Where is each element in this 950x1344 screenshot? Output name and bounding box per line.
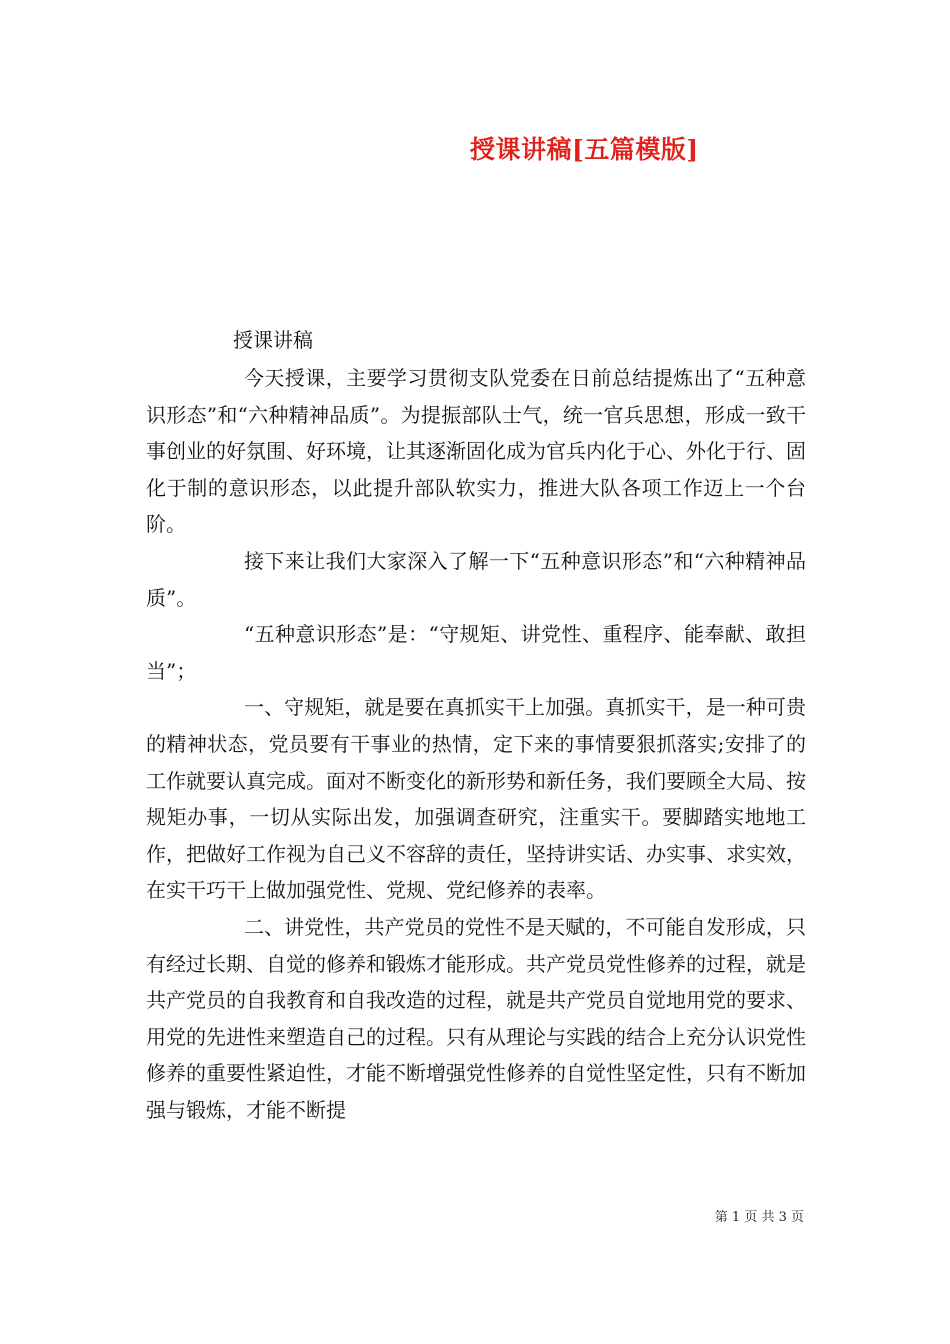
page-footer: 第 1 页 共 3 页 [714, 1210, 804, 1225]
document-body [146, 360, 806, 1128]
document-title: 授课讲稿[五篇模版] [470, 135, 699, 164]
paragraph-five-ideologies: “五种意识形态”是：“守规矩、讲党性、重程序、能奉献、敢担当”； [146, 622, 806, 683]
paragraph-point-one: 一、守规矩，就是要在真抓实干上加强。真抓实干，是一种可贵的精神状态，党员要有干事业的热情，定下来的事情要狠抓落实;安排了的工作就要认真完成。面对不断变化的新形势和新任务，我们要顾全大局、按规矩办事，一切从实际出发，加强调查研究，注重实干。要脚踏实地地工作，把做好工作视为自己义不容辞的责任，坚持讲实话、办实事、求实效，在实干巧干上做加强党性、党规、党纪修养的表率。 [146, 695, 806, 903]
paragraph-overview: 接下来让我们大家深入了解一下“五种意识形态”和“六种精神品质”。 [146, 548, 806, 610]
document-subtitle: 授课讲稿 [233, 328, 313, 352]
paragraph-point-two: 二、讲党性，共产党员的党性不是天赋的，不可能自发形成，只有经过长期、自觉的修养和锻炼才能形成。共产党员党性修养的过程，就是共产党员的自我教育和自我改造的过程，就是共产党员自觉地用党的要求、用党的先进性来塑造自己的过程。只有从理论与实践的结合上充分认识党性修养的重要性紧迫性，才能不断增强党性修养的自觉性坚定性，只有不断加强与锻炼，才能不断提 [146, 914, 806, 1122]
paragraph-intro: 今天授课，主要学习贯彻支队党委在日前总结提炼出了“五种意识形态”和“六种精神品质”。为提振部队士气，统一官兵思想，形成一致干事创业的好氛围、好环境，让其逐渐固化成为官兵内化于心、外化于行、固化于制的意识形态，以此提升部队软实力，推进大队各项工作迈上一个台阶。 [146, 366, 806, 537]
